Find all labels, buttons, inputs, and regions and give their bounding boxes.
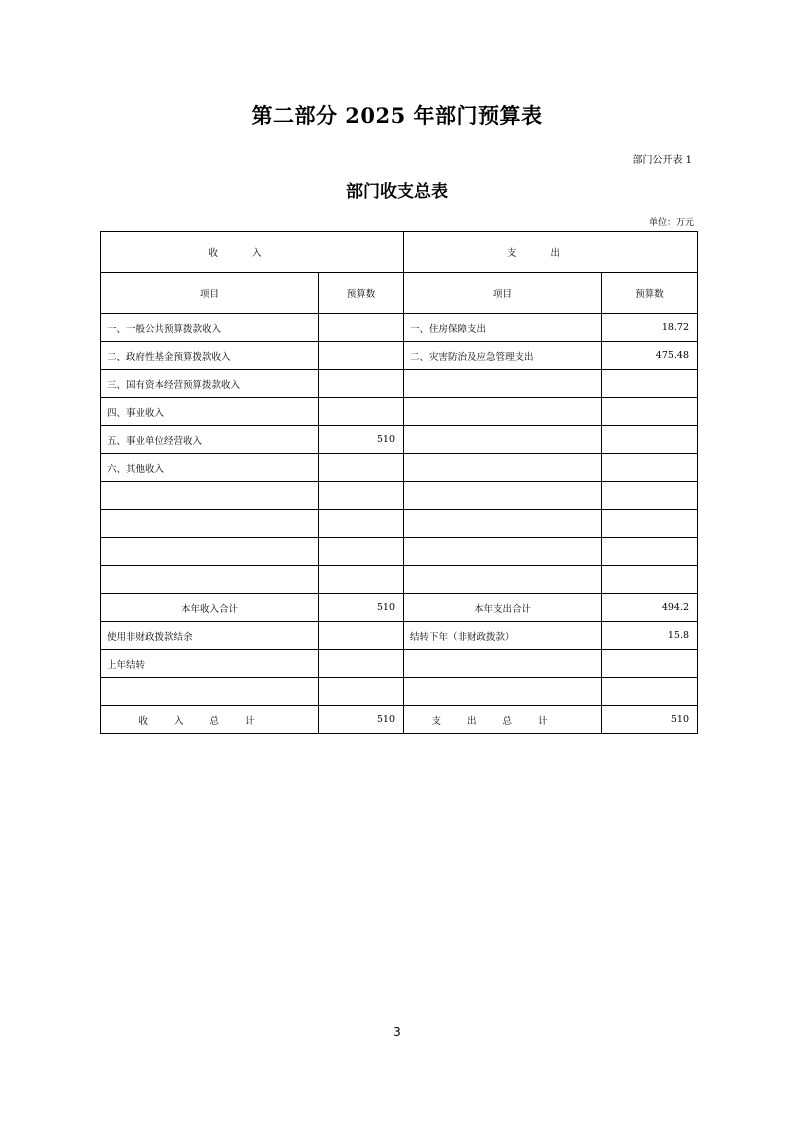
income-budget-cell [319,370,404,398]
table-row [101,510,698,538]
table-row [101,426,698,454]
income-item-cell [101,510,319,538]
table-row [101,538,698,566]
income-item-cell: 二、政府性基金预算拨款收入 [101,342,319,370]
expense-budget-cell [602,370,698,398]
expense-budget-cell [602,566,698,594]
income-budget-cell [319,314,404,342]
income-item-cell: 五、事业单位经营收入 [101,426,319,454]
col-header-expense-item: 项目 [404,273,602,314]
income-budget-cell [319,482,404,510]
table-row [101,314,698,342]
expense-item-cell [404,538,602,566]
income-header: 收入 [101,232,404,273]
side-header-row [101,232,698,273]
income-item-cell: 四、事业收入 [101,398,319,426]
income-budget-cell [319,342,404,370]
page-number: 3 [393,1025,401,1039]
income-item-cell [101,538,319,566]
expense-budget-cell [602,398,698,426]
expense-item-cell [404,370,602,398]
expense-budget-cell: 18.72 [602,314,698,342]
income-subtotal-value: 510 [319,594,404,622]
table-row [101,622,698,650]
income-total-label: 收入总计 [101,706,319,734]
expense-budget-cell [602,426,698,454]
col-header-income-budget: 预算数 [319,273,404,314]
income-item-cell: 使用非财政拨款结余 [101,622,319,650]
expense-item-cell [404,650,602,678]
income-subtotal-label: 本年收入合计 [101,594,319,622]
income-item-cell [101,482,319,510]
table-row [101,454,698,482]
table-row [101,342,698,370]
expense-budget-cell [602,510,698,538]
income-budget-cell [319,510,404,538]
form-number: 部门公开表 1 [632,155,692,166]
income-budget-cell [319,678,404,706]
page-title: 第二部分 2025 年部门预算表 [251,103,543,128]
budget-table [100,231,698,734]
income-item-cell: 上年结转 [101,650,319,678]
table-row [101,650,698,678]
income-total-value: 510 [319,706,404,734]
income-budget-cell [319,566,404,594]
expense-item-cell [404,398,602,426]
expense-item-cell [404,678,602,706]
table-row [101,482,698,510]
income-budget-cell [319,454,404,482]
unit-label: 单位：万元 [648,218,694,228]
expense-budget-cell [602,482,698,510]
expense-budget-cell [602,650,698,678]
income-budget-cell [319,650,404,678]
income-item-cell [101,566,319,594]
expense-item-cell: 结转下年（非财政拨款） [404,622,602,650]
income-budget-cell [319,398,404,426]
expense-budget-cell: 475.48 [602,342,698,370]
expense-budget-cell [602,454,698,482]
table-row [101,370,698,398]
income-item-cell: 三、国有资本经营预算拨款收入 [101,370,319,398]
table-title: 部门收支总表 [346,182,448,202]
expense-budget-cell [602,538,698,566]
expense-total-label: 支出总计 [404,706,602,734]
expense-subtotal-value: 494.2 [602,594,698,622]
expense-budget-cell: 15.8 [602,622,698,650]
expense-total-value: 510 [602,706,698,734]
income-budget-cell [319,538,404,566]
table-row [101,678,698,706]
table-row [101,566,698,594]
col-header-income-item: 项目 [101,273,319,314]
col-header-expense-budget: 预算数 [602,273,698,314]
income-item-cell: 六、其他收入 [101,454,319,482]
expense-item-cell [404,566,602,594]
expense-item-cell: 二、灾害防治及应急管理支出 [404,342,602,370]
expense-budget-cell [602,678,698,706]
income-item-cell: 一、一般公共预算拨款收入 [101,314,319,342]
income-budget-cell: 510 [319,426,404,454]
expense-item-cell [404,454,602,482]
income-item-cell [101,678,319,706]
subtotal-row [101,594,698,622]
expense-subtotal-label: 本年支出合计 [404,594,602,622]
expense-item-cell [404,482,602,510]
income-budget-cell [319,622,404,650]
table-row [101,398,698,426]
expense-header: 支出 [404,232,698,273]
expense-item-cell [404,510,602,538]
expense-item-cell: 一、住房保障支出 [404,314,602,342]
total-row [101,706,698,734]
column-header-row [101,273,698,314]
expense-item-cell [404,426,602,454]
